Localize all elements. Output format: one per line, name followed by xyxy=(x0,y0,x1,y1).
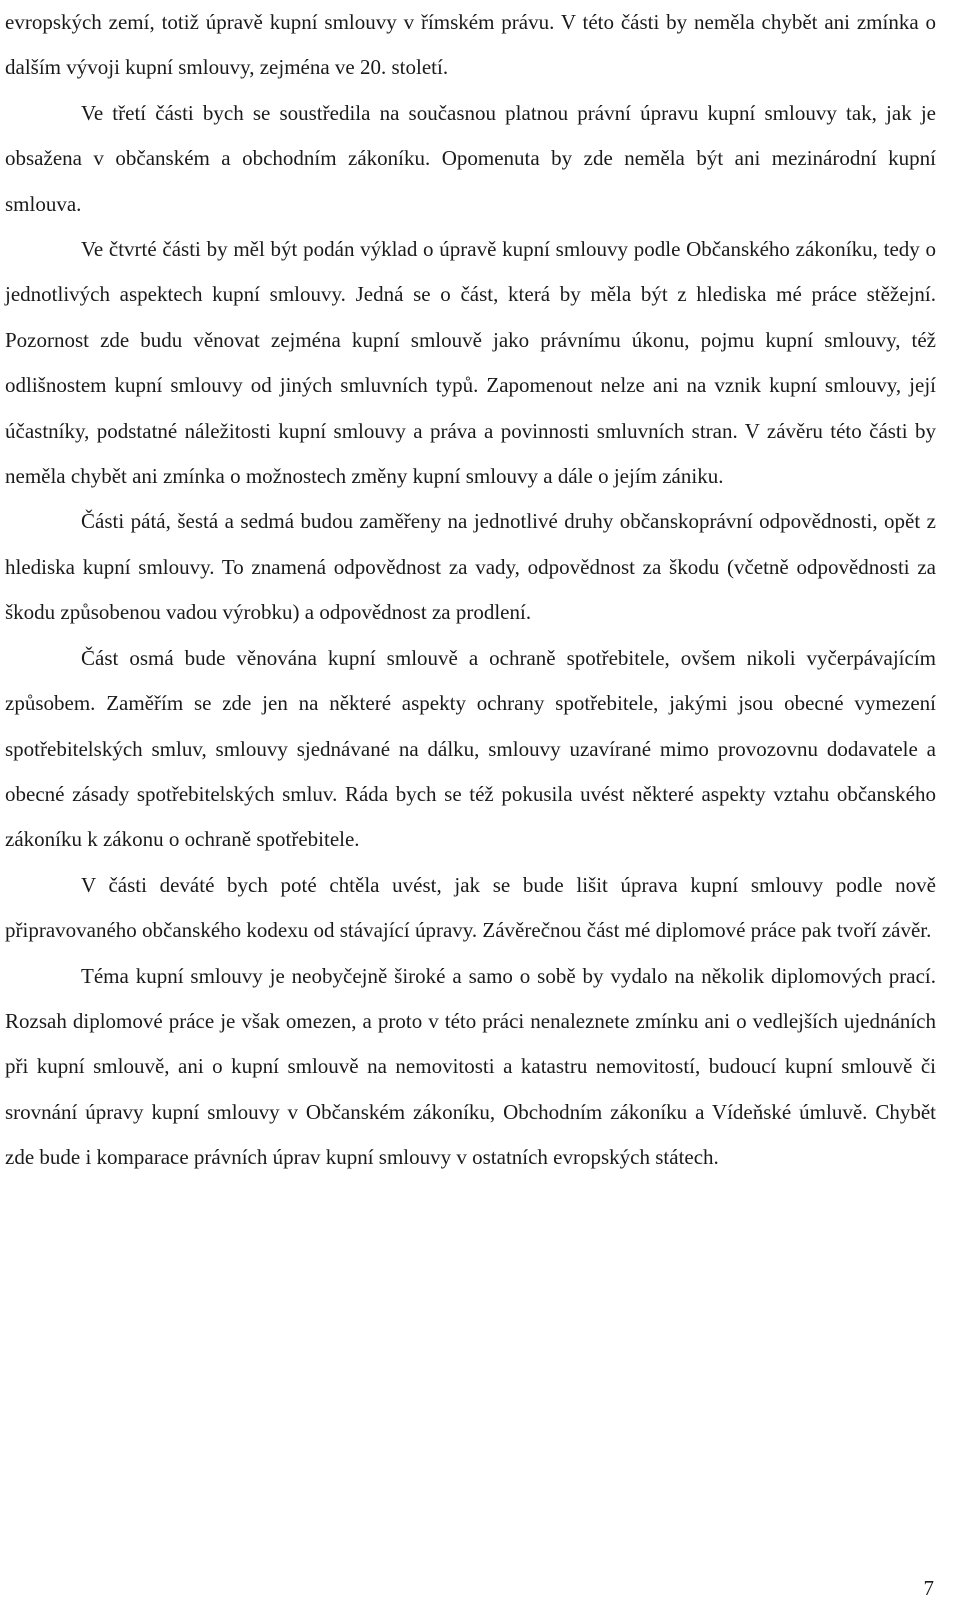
document-page xyxy=(5,0,936,1181)
page-number: 7 xyxy=(923,1576,934,1600)
paragraph-fourth-part: Ve čtvrté části by měl být podán výklad o úpravě kupní smlouvy podle Občanského zákoníku, tedy o jednotlivých aspektech kupní smlouvy. Jedná se o část, která by měla být z hlediska mé práce stěžejní. Pozornost zde budu věnovat zejména kupní smlouvě jako právnímu úkonu, pojmu kupní smlouvy, též odlišnostem kupní smlouvy od jiných smluvních typů. Zapomenout nelze ani na vznik kupní smlouvy, její účastníky, podstatné náležitosti kupní smlouvy a práva a povinnosti smluvních stran. V závěru této části by neměla chybět ani zmínka o možnostech změny kupní smlouvy a dále o jejím zániku. xyxy=(5,237,936,489)
paragraph-eighth-part: Část osmá bude věnována kupní smlouvě a ochraně spotřebitele, ovšem nikoli vyčerpávajícím způsobem. Zaměřím se zde jen na některé aspekty ochrany spotřebitele, jakými jsou obecné vymezení spotřebitelských smluv, smlouvy sjednávané na dálku, smlouvy uzavírané mimo provozovnu dodavatele a obecné zásady spotřebitelských smluv. Ráda bych se též pokusila uvést některé aspekty vztahu občanského zákoníku k zákonu o ochraně spotřebitele. xyxy=(5,645,936,852)
paragraph-ninth-part: V části deváté bych poté chtěla uvést, jak se bude lišit úprava kupní smlouvy podle nově připravovaného občanského kodexu od stávající úpravy. Závěrečnou část mé diplomové práce pak tvoří závěr. xyxy=(5,872,936,943)
paragraph-fifth-to-seventh-parts: Části pátá, šestá a sedmá budou zaměřeny na jednotlivé druhy občanskoprávní odpovědnosti, opět z hlediska kupní smlouvy. To znamená odpovědnost za vady, odpovědnost za škodu (včetně odpovědnosti za škodu způsobenou vadou výrobku) a odpovědnost za prodlení. xyxy=(5,509,936,625)
paragraph-continuation: evropských zemí, totiž úpravě kupní smlouvy v římském právu. V této části by neměla chybět ani zmínka o dalším vývoji kupní smlouvy, zejména ve 20. století. xyxy=(5,10,936,80)
paragraph-scope: Téma kupní smlouvy je neobyčejně široké a samo o sobě by vydalo na několik diplomových prací. Rozsah diplomové práce je však omezen, a proto v této práci nenaleznete zmínku ani o vedlejších ujednáních při kupní smlouvě, ani o kupní smlouvě na nemovitosti a katastru nemovitostí, budoucí kupní smlouvě či srovnání úpravy kupní smlouvy v Občanském zákoníku, Obchodním zákoníku a Vídeňské úmluvě. Chybět zde bude i komparace právních úprav kupní smlouvy v ostatních evropských státech. xyxy=(5,963,936,1170)
paragraph-third-part: Ve třetí části bych se soustředila na současnou platnou právní úpravu kupní smlouvy tak, jak je obsažena v občanském a obchodním zákoníku. Opomenuta by zde neměla být ani mezinárodní kupní smlouva. xyxy=(5,100,936,216)
